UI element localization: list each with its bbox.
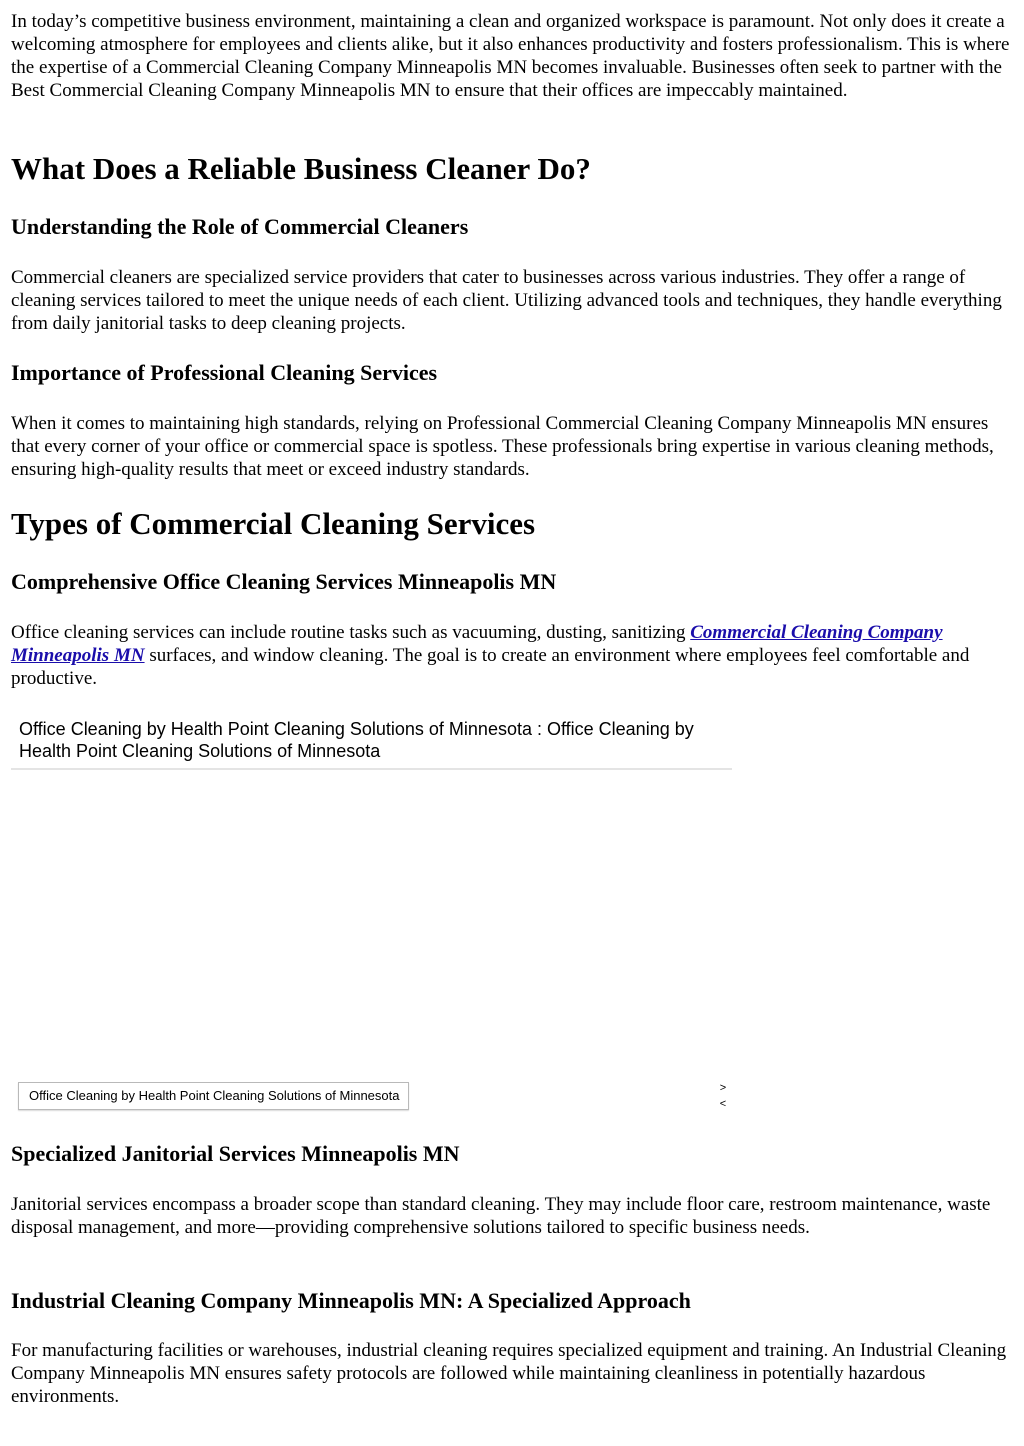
subheading-industrial: Industrial Cleaning Company Minneapolis MN: A Specialized Approach (11, 1288, 691, 1313)
commercial-cleaning-link[interactable]: Commercial Cleaning Company Minneapolis MN (11, 622, 943, 666)
section-heading-reliable-cleaner: What Does a Reliable Business Cleaner Do? (11, 151, 591, 186)
importance-paragraph: When it comes to maintaining high standards, relying on Professional Commercial Cleaning Company Minneapolis MN ensures that every corner of your office or commercial space is spotless. These professionals bring expertise in various cleaning methods, ensuring high-quality results that meet or exceed industry standards. (11, 413, 994, 480)
subheading-importance: Importance of Professional Cleaning Services (11, 360, 438, 385)
industrial-paragraph: For manufacturing facilities or warehouses, industrial cleaning requires specialized equipment and training. An Industrial Cleaning Company Minneapolis MN ensures safety protocols are followed while maintaining cleanliness in potentially hazardous environments. (11, 1340, 1007, 1407)
office-cleaning-paragraph (11, 621, 1015, 690)
office-text-before: Office cleaning services can include routine tasks such as vacuuming, dusting, sanitizing (11, 622, 691, 643)
section-heading-types: Types of Commercial Cleaning Services (11, 506, 536, 541)
slideshow-title[interactable]: Office Cleaning by Health Point Cleaning Solutions of Minnesota : Office Cleaning by Health Point Cleaning Solutions of Minnesota (11, 712, 732, 770)
slideshow-caption[interactable]: Office Cleaning by Health Point Cleaning Solutions of Minnesota (18, 1082, 409, 1110)
subheading-role-of-cleaners: Understanding the Role of Commercial Cleaners (11, 214, 469, 239)
subheading-office-cleaning: Comprehensive Office Cleaning Services Minneapolis MN (11, 569, 557, 594)
janitorial-paragraph: Janitorial services encompass a broader scope than standard cleaning. They may include floor care, restroom maintenance, waste disposal management, and more—providing comprehensive solutions tailored to specific business needs. (11, 1194, 991, 1238)
prev-arrow-icon[interactable]: < (719, 1098, 727, 1110)
role-paragraph: Commercial cleaners are specialized service providers that cater to businesses across various industries. They offer a range of cleaning services tailored to meet the unique needs of each client. Utilizing advanced tools and techniques, they handle everything from daily janitorial tasks to deep cleaning projects. (11, 267, 1002, 334)
slideshow-nav (716, 1080, 730, 1112)
subheading-janitorial: Specialized Janitorial Services Minneapolis MN (11, 1141, 460, 1166)
slideshow-embed (11, 712, 732, 770)
next-arrow-icon[interactable]: > (719, 1082, 727, 1094)
intro-paragraph: In today’s competitive business environment, maintaining a clean and organized workspace is paramount. Not only does it create a welcoming atmosphere for employees and clients alike, but it also enhances productivity and fosters professionalism. This is where the expertise of a Commercial Cleaning Company Minneapolis MN becomes invaluable. Businesses often seek to partner with the Best Commercial Cleaning Company Minneapolis MN to ensure that their offices are impeccably maintained. (11, 11, 1010, 101)
office-text-after: surfaces, and window cleaning. The goal is to create an environment where employees feel comfortable and productive. (11, 645, 970, 689)
